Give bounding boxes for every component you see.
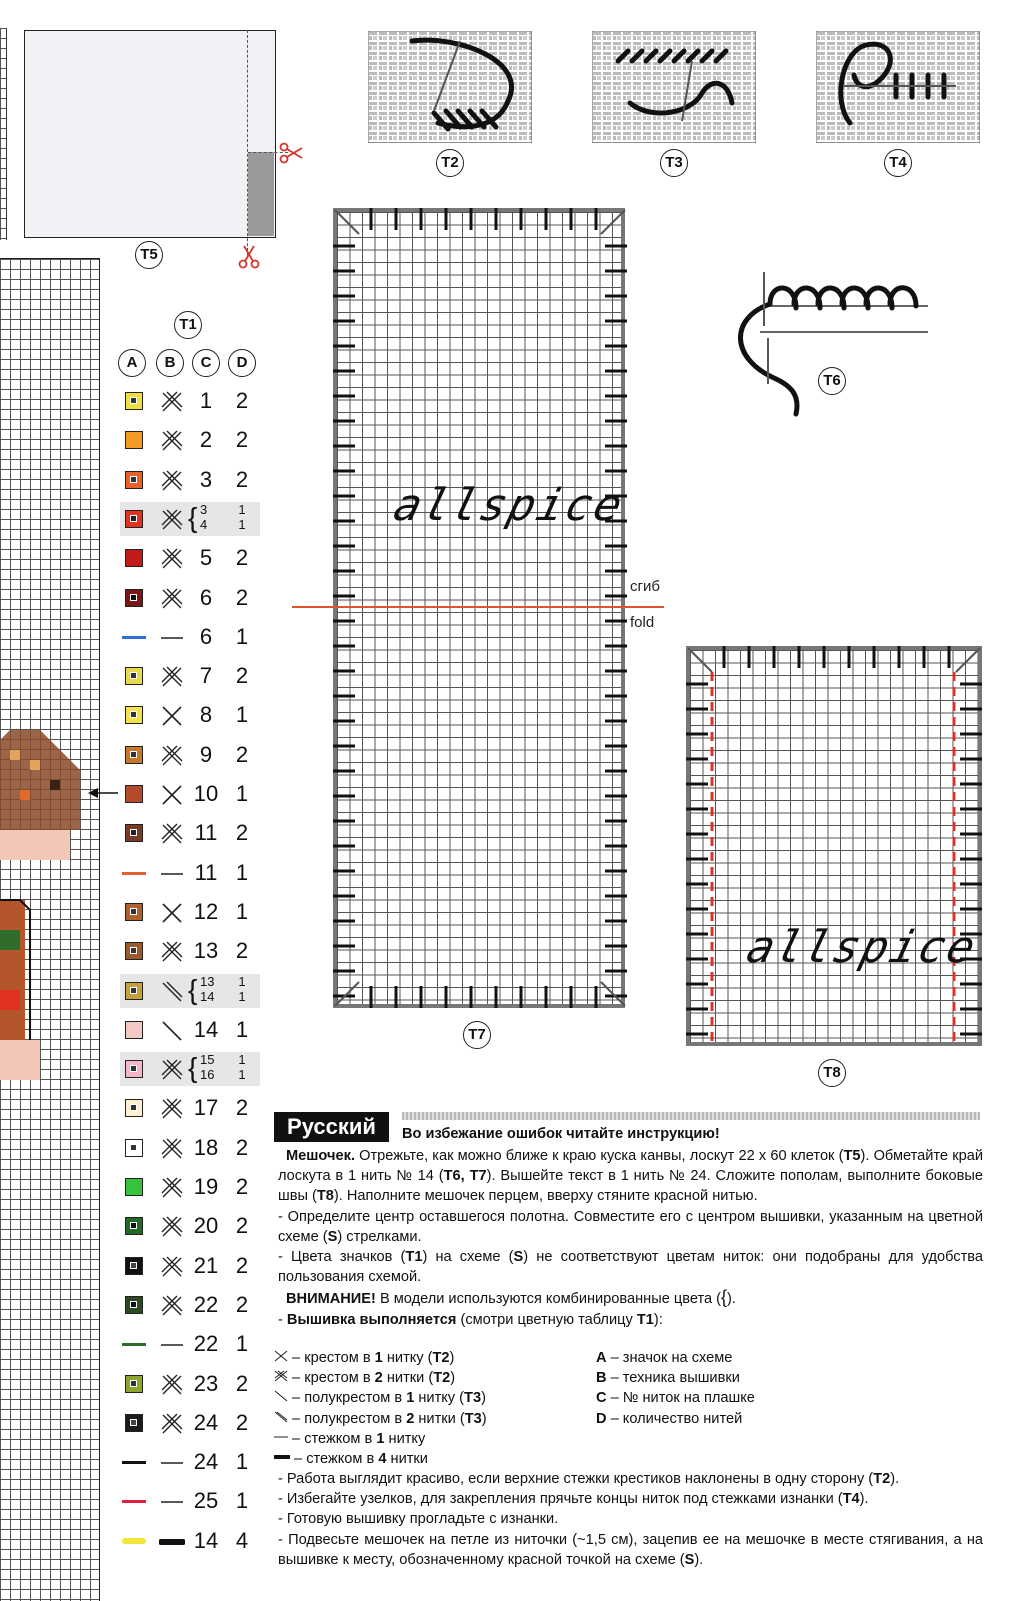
scheme-motif bbox=[0, 730, 100, 1090]
strand-count: 2 bbox=[235, 466, 249, 492]
strand-count: 2 bbox=[235, 1174, 249, 1199]
color-swatch bbox=[125, 903, 143, 921]
t3-label: T3 bbox=[660, 149, 688, 177]
cross2-icon bbox=[159, 939, 185, 965]
t5-label: T5 bbox=[135, 241, 163, 269]
stitch4-icon bbox=[274, 1451, 290, 1463]
strand-count: 2 bbox=[235, 938, 249, 964]
strand-count: 2 bbox=[235, 663, 249, 689]
text: ) bbox=[481, 1410, 487, 1427]
line-icon bbox=[159, 625, 185, 651]
warning-header: Во избежание ошибок читайте инструкцию! bbox=[402, 1126, 720, 1142]
text: ) bbox=[450, 1370, 456, 1387]
strand-count: 2 bbox=[235, 1213, 249, 1239]
thread-number: 3 4 bbox=[200, 501, 208, 532]
legend-row bbox=[120, 581, 260, 615]
text: ). bbox=[890, 1471, 900, 1487]
text: ) стрелками. bbox=[337, 1228, 422, 1245]
strand-count: 1 bbox=[235, 1488, 249, 1514]
color-swatch bbox=[125, 785, 143, 803]
t8-seams bbox=[682, 642, 986, 1050]
t4-illustration bbox=[816, 31, 980, 143]
strand-count: 1 bbox=[235, 898, 249, 924]
legend-row bbox=[120, 1091, 260, 1125]
ref: Т5 bbox=[843, 1148, 861, 1164]
key: B bbox=[596, 1370, 607, 1387]
text: – № ниток на плашке bbox=[606, 1390, 755, 1407]
fold-label-en: fold bbox=[630, 614, 655, 631]
thread-number: 10 bbox=[193, 781, 219, 806]
brace: { bbox=[188, 1052, 198, 1084]
text: ) bbox=[481, 1390, 486, 1407]
text: ) bbox=[449, 1350, 455, 1366]
color-swatch bbox=[125, 824, 143, 842]
text: ). Вышейте текст в 1 нить № 24. Сложите пополам, выполните боковые швы ( bbox=[278, 1168, 983, 1205]
text: - bbox=[278, 1311, 287, 1328]
cross2-icon bbox=[159, 546, 185, 572]
legend-row bbox=[120, 1327, 260, 1361]
text: - Цвета значков ( bbox=[278, 1249, 406, 1266]
text: ). bbox=[727, 1291, 736, 1308]
strand-count: 1 bbox=[235, 702, 249, 728]
text: нитку bbox=[384, 1430, 426, 1447]
color-swatch bbox=[125, 667, 143, 685]
text: – полукрестом в bbox=[288, 1390, 407, 1407]
color-swatch bbox=[125, 431, 143, 449]
text: нитки bbox=[386, 1451, 428, 1468]
text: – стежком в bbox=[290, 1451, 379, 1468]
legend-row bbox=[120, 1484, 260, 1518]
cross2-icon bbox=[159, 428, 185, 454]
ref: Т2 bbox=[433, 1370, 451, 1387]
legend-row bbox=[120, 502, 260, 536]
text: - Работа выглядит красиво, если верхние стежки крестиков наклонены в одну сторону ( bbox=[278, 1471, 874, 1487]
legend-row bbox=[120, 1131, 260, 1165]
thread-number: 1 bbox=[199, 388, 213, 413]
color-swatch bbox=[125, 1139, 143, 1157]
col-a-header: A bbox=[118, 349, 146, 377]
cross1-icon bbox=[274, 1350, 288, 1362]
color-swatch bbox=[125, 1375, 143, 1393]
strand-count: 1 bbox=[235, 1449, 249, 1475]
t7-label: T7 bbox=[463, 1021, 491, 1049]
legend-row bbox=[120, 934, 260, 968]
color-swatch bbox=[125, 1178, 143, 1196]
instructions-block-1: Мешочек. Отрежьте, как можно ближе к краю куска канвы, лоскут 22 х 60 клеток (Т5). Обметайте край лоскута в 1 нить № 14 (Т6, Т7). Вышейте текст в 1 нить № 24. Сложите пополам, выполните боковые швы (Т8). Наполните мешочек перцем, вверху стяните красной нитью. - Определите центр оставшегося полотна. Совместите его с центром вышивки, указанным на цветной схеме (S) стрелками. - Цвета значков (Т1) на схеме (S) не соответствуют цветам ниток: они подобраны для удобства пользования схемой. ВНИМАНИЕ! В модели используются комбинированные цвета ({). - Вышивка выполняется (смотри цветную таблицу Т1): bbox=[278, 1148, 983, 1328]
half1-icon bbox=[274, 1390, 288, 1402]
t5-cut-line bbox=[247, 30, 248, 256]
thread-number: 24 bbox=[193, 1409, 219, 1435]
text: – техника вышивки bbox=[606, 1370, 740, 1387]
thread-number: 19 bbox=[193, 1174, 219, 1199]
color-swatch bbox=[125, 1060, 143, 1078]
scissors-icon bbox=[278, 140, 304, 166]
ref: Т6, Т7 bbox=[443, 1168, 487, 1185]
thread-line-swatch bbox=[122, 1343, 146, 1346]
text: 1 bbox=[406, 1390, 415, 1407]
legend-row bbox=[120, 1288, 260, 1322]
thread-number: 7 bbox=[199, 663, 213, 689]
legend-row bbox=[120, 1367, 260, 1401]
cross2-icon bbox=[159, 1411, 185, 1437]
thread-number: 6 bbox=[199, 584, 213, 610]
t2-illustration bbox=[368, 31, 532, 143]
t1-label: T1 bbox=[174, 311, 202, 339]
col-d-header: D bbox=[228, 349, 256, 377]
text: ) не соответствуют цветам ниток: они подобраны для удобства пользования схемой. bbox=[278, 1249, 983, 1286]
line-icon bbox=[159, 861, 185, 887]
line-icon bbox=[159, 1332, 185, 1358]
cross2-icon bbox=[159, 1372, 185, 1398]
strand-count: 2 bbox=[235, 741, 249, 767]
strand-count: 2 bbox=[235, 1409, 249, 1435]
ref: Т4 bbox=[842, 1491, 860, 1508]
strand-count: 1 1 bbox=[238, 501, 246, 532]
text: нитки ( bbox=[382, 1370, 434, 1387]
ref: Т2 bbox=[432, 1350, 450, 1366]
thread-number: 11 bbox=[194, 859, 218, 885]
thread-number: 6 bbox=[199, 623, 213, 649]
text: 1 bbox=[376, 1430, 385, 1447]
text: - Подвесьте мешочек на петле из ниточки (~1,5 см), зацепив ее на мешочке в месте стягивания, а на вышивке к месту, обозначенному красной точкой на схеме ( bbox=[278, 1531, 983, 1568]
brace: { bbox=[188, 973, 198, 1005]
text: 4 bbox=[378, 1451, 387, 1468]
t8-brand-text: allspice bbox=[741, 922, 983, 973]
text: Отрежьте, как можно ближе к краю куска канвы, лоскут 22 х 60 клеток ( bbox=[354, 1148, 844, 1164]
text: 1 bbox=[374, 1350, 383, 1366]
text: – крестом в bbox=[288, 1370, 375, 1387]
text: - Избегайте узелков, для закрепления прячьте концы ниток под стежками изнанки ( bbox=[278, 1491, 843, 1508]
t5-cut-strip bbox=[248, 152, 274, 236]
thread-number: 14 bbox=[193, 1527, 219, 1553]
text: нитку ( bbox=[414, 1390, 465, 1407]
cross2-icon bbox=[159, 664, 185, 690]
t8-label: T8 bbox=[818, 1059, 846, 1087]
strand-count: 2 bbox=[235, 584, 249, 610]
stitch1-icon bbox=[274, 1431, 288, 1443]
key: C bbox=[596, 1390, 607, 1407]
cross2-icon bbox=[159, 507, 185, 533]
column-key-list bbox=[596, 1348, 896, 1429]
strand-count: 2 bbox=[235, 1370, 249, 1396]
thread-number: 15 16 bbox=[200, 1052, 215, 1083]
cross1-icon bbox=[159, 703, 185, 729]
thread-number: 20 bbox=[193, 1213, 219, 1239]
legend-row bbox=[120, 463, 260, 497]
t7-edge-stitches bbox=[329, 204, 631, 1012]
t6-label: T6 bbox=[818, 367, 846, 395]
thread-number: 22 bbox=[193, 1331, 219, 1357]
ref: S bbox=[684, 1551, 695, 1568]
color-swatch bbox=[125, 1217, 143, 1235]
thread-number: 5 bbox=[199, 545, 213, 571]
thread-number: 13 14 bbox=[200, 973, 215, 1004]
color-swatch bbox=[125, 510, 143, 528]
thread-number: 2 bbox=[199, 427, 213, 453]
strand-count: 2 bbox=[235, 1252, 249, 1278]
cross1-icon bbox=[159, 782, 185, 808]
legend-row bbox=[120, 738, 260, 772]
text: – стежком в bbox=[288, 1430, 377, 1447]
attention: ВНИМАНИЕ! bbox=[286, 1291, 376, 1308]
ref: Т1 bbox=[405, 1249, 423, 1266]
color-swatch bbox=[125, 589, 143, 607]
legend-row bbox=[120, 659, 260, 693]
strand-count: 1 bbox=[235, 1016, 249, 1042]
cross2-icon bbox=[159, 1136, 185, 1162]
thread-number: 24 bbox=[193, 1449, 219, 1475]
legend-row bbox=[120, 423, 260, 457]
cross2-icon bbox=[159, 1214, 185, 1240]
text: (смотри цветную таблицу bbox=[456, 1311, 637, 1328]
t4-label: T4 bbox=[884, 149, 912, 177]
thread-number: 18 bbox=[193, 1134, 219, 1160]
legend-row bbox=[120, 541, 260, 575]
color-swatch bbox=[125, 746, 143, 764]
color-swatch bbox=[125, 1414, 143, 1432]
text: ). bbox=[859, 1491, 869, 1508]
strand-count: 2 bbox=[235, 1095, 249, 1121]
strand-count: 1 1 bbox=[238, 973, 246, 1004]
strand-count: 2 bbox=[235, 1134, 249, 1160]
lang-badge: Русский bbox=[274, 1112, 389, 1142]
cross2-icon bbox=[159, 821, 185, 847]
legend-row bbox=[120, 895, 260, 929]
text: ). Обметайте край лоскута в 1 нить № 14 ( bbox=[278, 1148, 983, 1185]
color-swatch bbox=[125, 1021, 143, 1039]
ref: Т1 bbox=[636, 1311, 654, 1328]
text: ) на схеме ( bbox=[422, 1249, 514, 1266]
strand-count: 1 bbox=[235, 1331, 249, 1357]
thread-number: 9 bbox=[199, 741, 213, 767]
legend-row bbox=[120, 816, 260, 850]
thread-line-swatch bbox=[122, 872, 146, 875]
ref: Т3 bbox=[464, 1390, 482, 1407]
thread-number: 22 bbox=[193, 1291, 219, 1317]
color-swatch bbox=[125, 549, 143, 567]
text: – полукрестом в bbox=[288, 1410, 407, 1427]
legend-row bbox=[120, 777, 260, 811]
ref: Т2 bbox=[873, 1471, 891, 1487]
text: 2 bbox=[374, 1370, 383, 1387]
ref: Т8 bbox=[316, 1188, 334, 1205]
color-swatch bbox=[125, 1257, 143, 1275]
strand-count: 1 bbox=[235, 623, 249, 649]
thread-number: 25 bbox=[193, 1488, 219, 1514]
legend-row bbox=[120, 974, 260, 1008]
strand-count: 2 bbox=[235, 388, 249, 413]
cross2-icon bbox=[159, 1293, 185, 1319]
thread-number: 12 bbox=[193, 898, 219, 924]
text: – значок на схеме bbox=[606, 1350, 733, 1366]
strand-count: 1 bbox=[235, 859, 249, 885]
line-icon bbox=[159, 1489, 185, 1515]
color-swatch bbox=[125, 471, 143, 489]
cross1-icon bbox=[159, 900, 185, 926]
t2-label: T2 bbox=[436, 149, 464, 177]
text: ). bbox=[694, 1551, 704, 1568]
thread-line-swatch bbox=[122, 636, 146, 639]
fold-line bbox=[292, 606, 664, 608]
text: - Определите центр оставшегося полотна. Совместите его с центром вышивки, указанным на цветной схеме ( bbox=[278, 1208, 983, 1245]
brace: { bbox=[188, 501, 198, 533]
cross2-icon bbox=[159, 389, 185, 415]
legend-row bbox=[120, 1524, 260, 1558]
strand-count: 2 bbox=[235, 820, 249, 846]
text: В модели используются комбинированные цвета ( bbox=[375, 1291, 722, 1308]
ref: S bbox=[513, 1249, 524, 1266]
t3-illustration bbox=[592, 31, 756, 143]
color-swatch bbox=[125, 982, 143, 1000]
fold-label-ru: сгиб bbox=[630, 578, 660, 595]
key: A bbox=[596, 1350, 607, 1366]
strand-count: 1 1 bbox=[238, 1052, 246, 1083]
text: – количество нитей bbox=[606, 1410, 743, 1427]
thread-number: 8 bbox=[199, 702, 213, 728]
half1-icon bbox=[159, 1018, 185, 1044]
cross2-icon bbox=[274, 1370, 288, 1382]
ref: S bbox=[327, 1228, 338, 1245]
cross2-icon bbox=[159, 586, 185, 612]
legend-row bbox=[120, 1052, 260, 1086]
cross2-icon bbox=[159, 1096, 185, 1122]
text: ): bbox=[653, 1311, 663, 1328]
legend-row bbox=[120, 1209, 260, 1243]
legend-row bbox=[120, 698, 260, 732]
strand-count: 4 bbox=[235, 1527, 249, 1553]
cross2-icon bbox=[159, 1057, 185, 1083]
color-swatch bbox=[125, 1099, 143, 1117]
col-b-header: B bbox=[156, 349, 184, 377]
ref: Т3 bbox=[464, 1410, 482, 1427]
color-swatch bbox=[125, 706, 143, 724]
instructions-block-2 bbox=[278, 1469, 983, 1570]
legend-row bbox=[120, 856, 260, 890]
strand-count: 2 bbox=[235, 427, 249, 453]
text: нитку ( bbox=[382, 1350, 433, 1366]
color-swatch bbox=[125, 942, 143, 960]
legend-row bbox=[120, 384, 260, 418]
p1-bold: Мешочек. bbox=[286, 1148, 355, 1164]
thread-number: 3 bbox=[199, 466, 213, 492]
strand-count: 2 bbox=[235, 545, 249, 571]
text: 2 bbox=[406, 1410, 415, 1427]
header-rule bbox=[402, 1112, 980, 1120]
color-swatch bbox=[125, 1296, 143, 1314]
legend-row bbox=[120, 1170, 260, 1204]
legend-row bbox=[120, 620, 260, 654]
color-swatch bbox=[125, 392, 143, 410]
strand-count: 1 bbox=[235, 781, 249, 806]
legend-row bbox=[120, 1445, 260, 1479]
legend-row bbox=[120, 1013, 260, 1047]
legend-row bbox=[120, 1406, 260, 1440]
scheme-fragment-top bbox=[0, 28, 7, 240]
text: нитки ( bbox=[414, 1410, 465, 1427]
thread-line-swatch bbox=[122, 1461, 146, 1464]
t7-brand-text: allspice bbox=[388, 480, 630, 531]
text: Вышивка выполняется bbox=[286, 1311, 457, 1328]
text: ). Наполните мешочек перцем, вверху стяните красной нитью. bbox=[333, 1188, 758, 1205]
text: - Готовую вышивку прогладьте с изнанки. bbox=[278, 1511, 559, 1528]
half2-icon bbox=[159, 979, 185, 1005]
text: – крестом в bbox=[288, 1350, 375, 1366]
key: D bbox=[596, 1410, 607, 1427]
thread-line-swatch bbox=[122, 1538, 146, 1544]
line-icon bbox=[159, 1450, 185, 1476]
thick-icon bbox=[159, 1529, 185, 1555]
thread-number: 13 bbox=[193, 938, 219, 964]
col-c-header: C bbox=[192, 349, 220, 377]
strand-count: 2 bbox=[235, 1291, 249, 1317]
thread-number: 11 bbox=[194, 820, 218, 846]
scissors-icon bbox=[236, 244, 262, 270]
legend-row bbox=[120, 1249, 260, 1283]
thread-line-swatch bbox=[122, 1500, 146, 1503]
cross2-icon bbox=[159, 468, 185, 494]
technique-list bbox=[274, 1348, 604, 1469]
cross2-icon bbox=[159, 743, 185, 769]
thread-number: 14 bbox=[193, 1016, 219, 1042]
thread-number: 21 bbox=[193, 1252, 219, 1278]
t5-fabric-panel bbox=[24, 30, 276, 238]
cross2-icon bbox=[159, 1175, 185, 1201]
center-arrow-icon bbox=[88, 786, 118, 800]
t6-illustration bbox=[730, 268, 930, 418]
thread-number: 23 bbox=[193, 1370, 219, 1396]
cross2-icon bbox=[159, 1254, 185, 1280]
half2-icon bbox=[274, 1411, 288, 1423]
thread-number: 17 bbox=[193, 1095, 219, 1121]
